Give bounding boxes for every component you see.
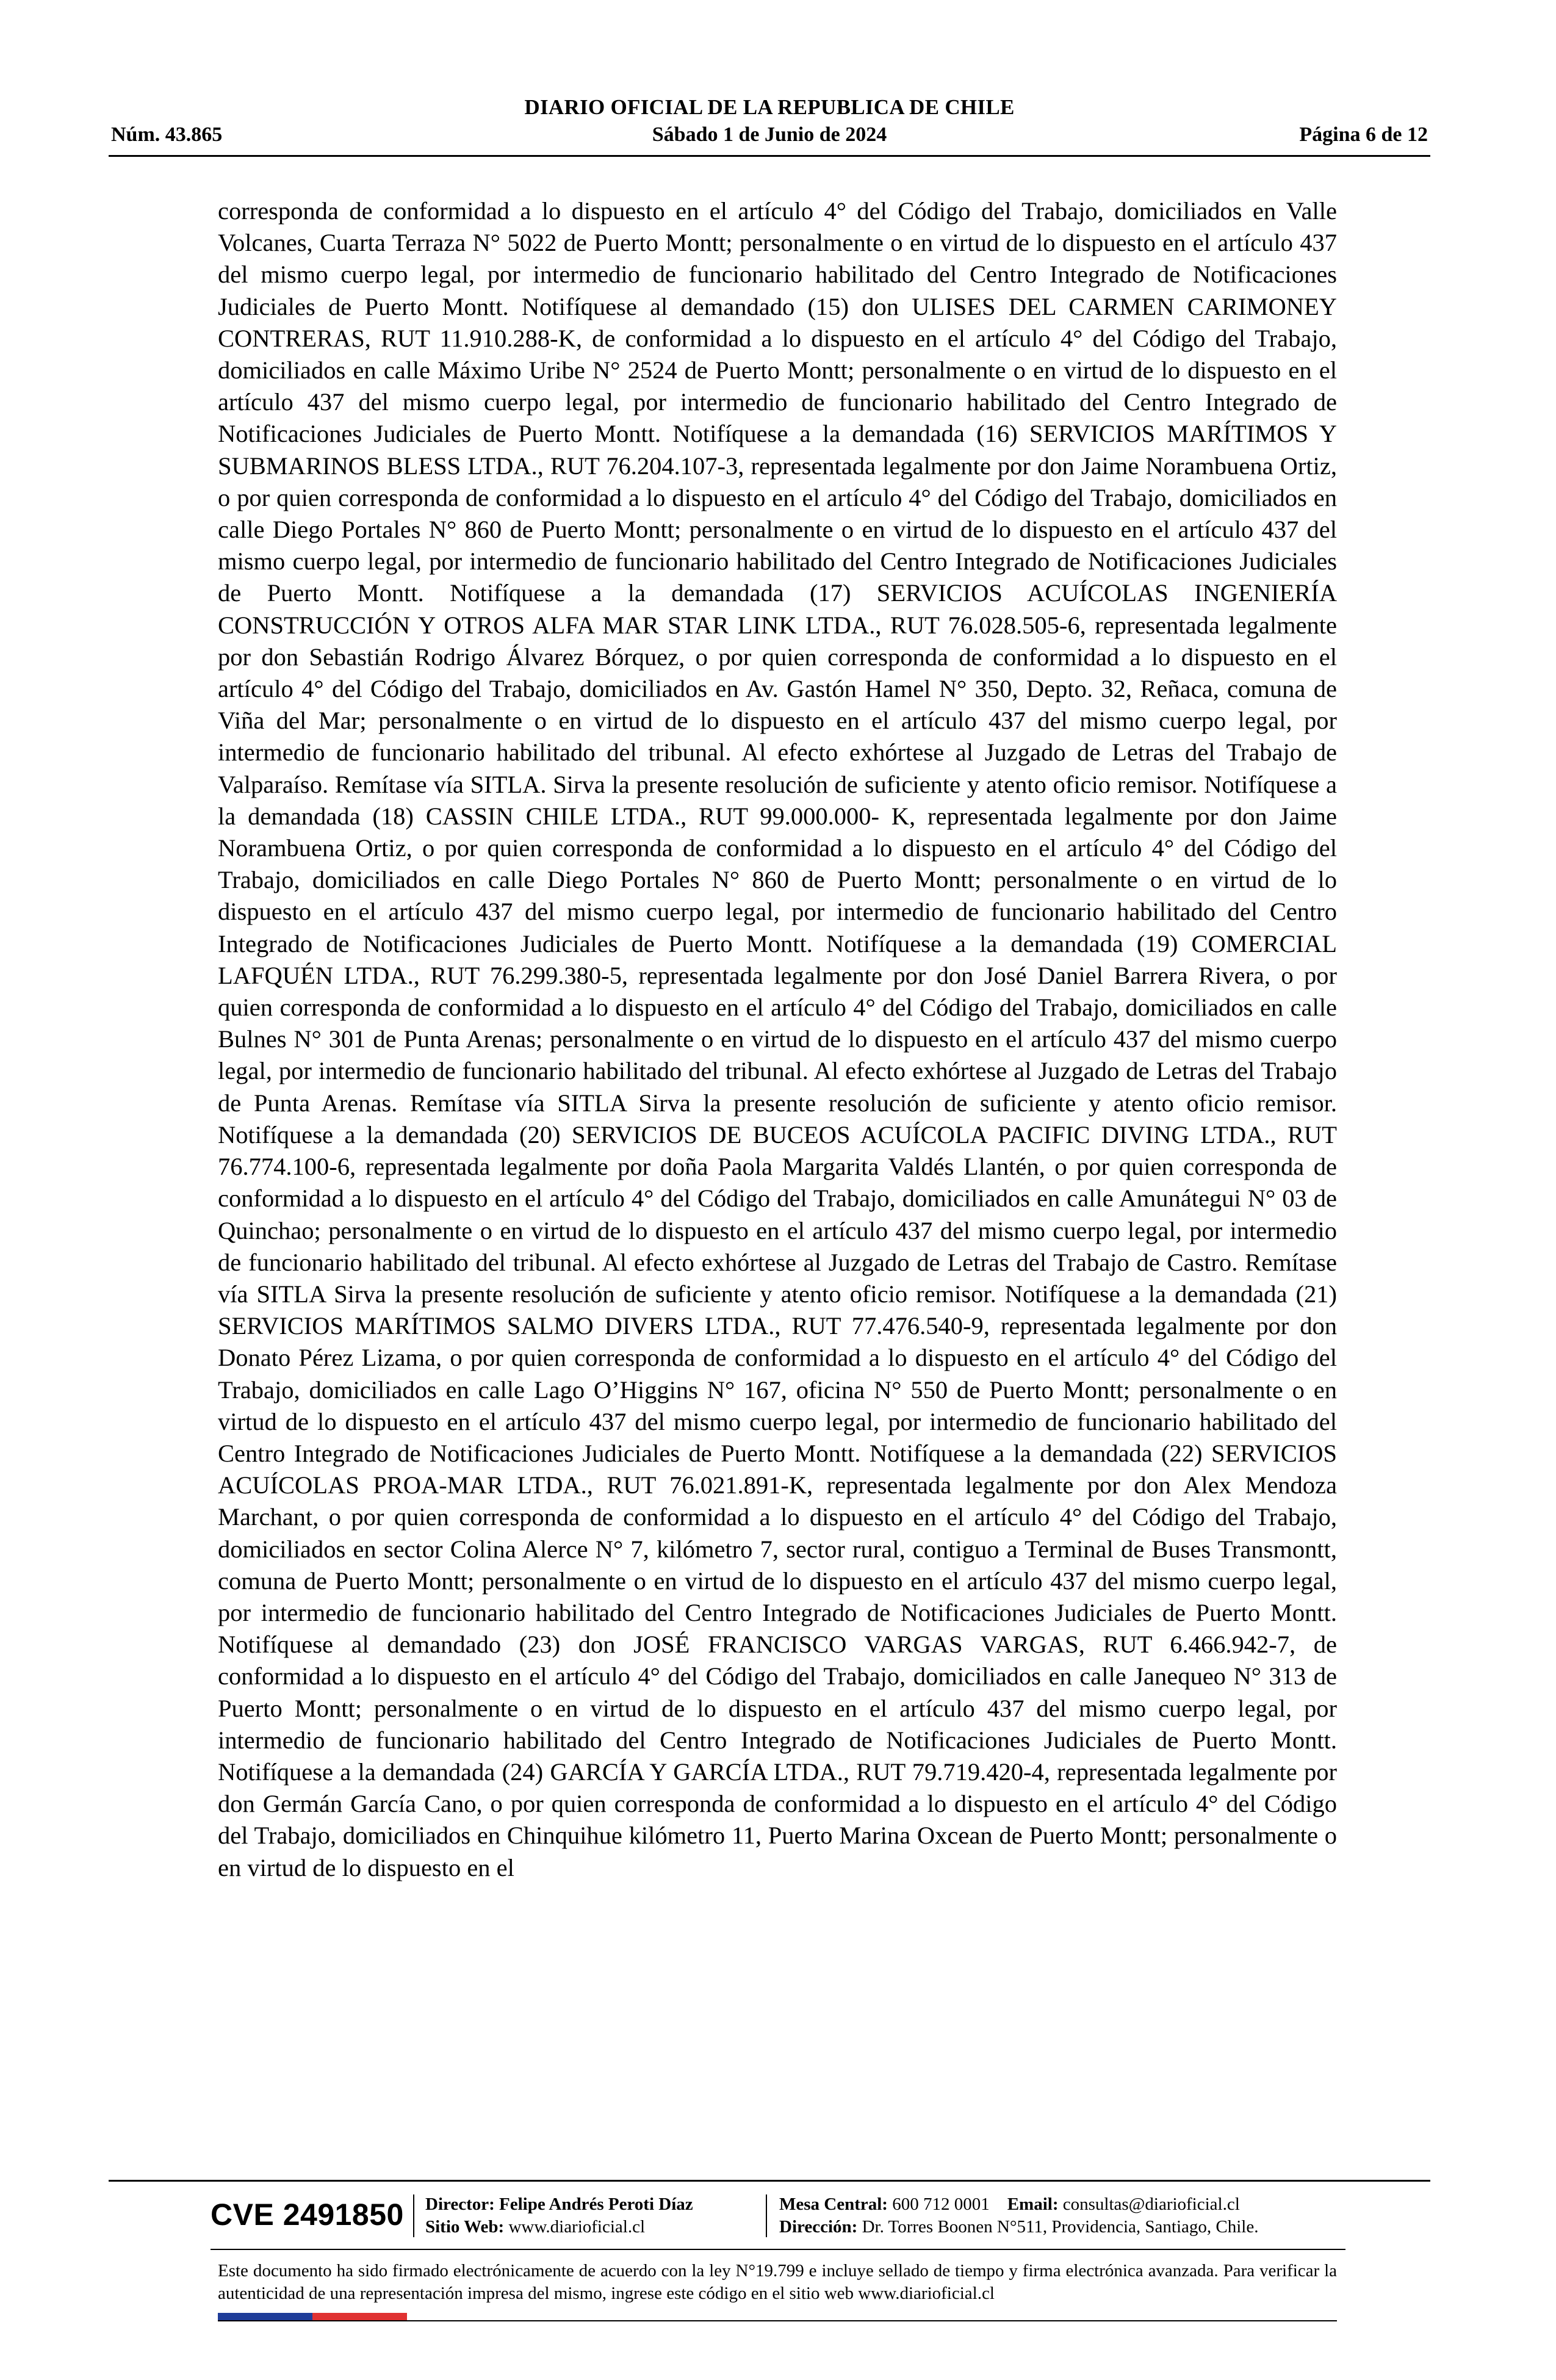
publication-title: DIARIO OFICIAL DE LA REPUBLICA DE CHILE [524, 95, 1015, 119]
website-line [425, 2216, 693, 2238]
director-name: Felipe Andrés Peroti Díaz [499, 2194, 693, 2214]
address-value: Dr. Torres Boonen N°511, Providencia, Santiago, Chile. [862, 2217, 1259, 2237]
contact-line [779, 2193, 1258, 2216]
cve-code: CVE 2491850 [211, 2198, 404, 2232]
issue-date: Sábado 1 de Junio de 2024 [652, 123, 887, 146]
footer-divider-middle [211, 2249, 1345, 2250]
address-label: Dirección: [779, 2217, 858, 2237]
footer-info [211, 2191, 1345, 2240]
footer-director-column [425, 2193, 693, 2238]
director-line [425, 2193, 693, 2216]
signature-notice: Este documento ha sido firmado electrónicamente de acuerdo con la ley N°19.799 e incluye sellado de tiempo y firma electrónica avanzada. Para verificar la autenticidad de una representación impresa del mismo, ingrese este código en el sitio web www.diarioficial.cl [218, 2261, 1337, 2303]
footer-separator [766, 2194, 767, 2237]
header-meta-row [109, 123, 1430, 150]
mesa-label: Mesa Central: [779, 2194, 888, 2214]
email-label: Email: [1007, 2194, 1059, 2214]
director-label: Director: [425, 2194, 495, 2214]
email-link[interactable]: consultas@diarioficial.cl [1062, 2194, 1240, 2214]
footer-separator [413, 2194, 414, 2237]
flag-color-bar [218, 2313, 407, 2320]
footer-divider-top [109, 2180, 1430, 2182]
page-number: Página 6 de 12 [1299, 123, 1428, 146]
address-line [779, 2216, 1258, 2238]
header-divider [109, 155, 1430, 157]
color-bar-red [312, 2313, 407, 2320]
page-header [109, 92, 1430, 159]
website-label: Sitio Web: [425, 2217, 505, 2237]
document-body: corresponda de conformidad a lo dispuesto en el artículo 4° del Código del Trabajo, domiciliados en Valle Volcanes, Cuarta Terraza N° 5022 de Puerto Montt; personalmente o en virtud de lo dispuesto en el artículo 437 del mismo cuerpo legal, por intermedio de funcionario habilitado del Centro Integrado de Notificaciones Judiciales de Puerto Montt. Notifíquese al demandado (15) don ULISES DEL CARMEN CARIMONEY CONTRERAS, RUT 11.910.288-K, de conformidad a lo dispuesto en el artículo 4° del Código del Trabajo, domiciliados en calle Máximo Uribe N° 2524 de Puerto Montt; personalmente o en virtud de lo dispuesto en el artículo 437 del mismo cuerpo legal, por intermedio de funcionario habilitado del Centro Integrado de Notificaciones Judiciales de Puerto Montt. Notifíquese a la demandada (16) SERVICIOS MARÍTIMOS Y SUBMARINOS BLESS LTDA., RUT 76.204.107-3, representada legalmente por don Jaime Norambuena Ortiz, o por quien corresponda de conformidad a lo dispuesto en el artículo 4° del Código del Trabajo, domiciliados en calle Diego Portales N° 860 de Puerto Montt; personalmente o en virtud de lo dispuesto en el artículo 437 del mismo cuerpo legal, por intermedio de funcionario habilitado del Centro Integrado de Notificaciones Judiciales de Puerto Montt. Notifíquese a la demandada (17) SERVICIOS ACUÍCOLAS INGENIERÍA CONSTRUCCIÓN Y OTROS ALFA MAR STAR LINK LTDA., RUT 76.028.505-6, representada legalmente por don Sebastián Rodrigo Álvarez Bórquez, o por quien corresponda de conformidad a lo dispuesto en el artículo 4° del Código del Trabajo, domiciliados en Av. Gastón Hamel N° 350, Depto. 32, Reñaca, comuna de Viña del Mar; personalmente o en virtud de lo dispuesto en el artículo 437 del mismo cuerpo legal, por intermedio de funcionario habilitado del tribunal. Al efecto exhórtese al Juzgado de Letras del Trabajo de Valparaíso. Remítase vía SITLA. Sirva la presente resolución de suficiente y atento oficio remisor. Notifíquese a la demandada (18) CASSIN CHILE LTDA., RUT 99.000.000- K, representada legalmente por don Jaime Norambuena Ortiz, o por quien corresponda de conformidad a lo dispuesto en el artículo 4° del Código del Trabajo, domiciliados en calle Diego Portales N° 860 de Puerto Montt; personalmente o en virtud de lo dispuesto en el artículo 437 del mismo cuerpo legal, por intermedio de funcionario habilitado del Centro Integrado de Notificaciones Judiciales de Puerto Montt. Notifíquese a la demandada (19) COMERCIAL LAFQUÉN LTDA., RUT 76.299.380-5, representada legalmente por don José Daniel Barrera Rivera, o por quien corresponda de conformidad a lo dispuesto en el artículo 4° del Código del Trabajo, domiciliados en calle Bulnes N° 301 de Punta Arenas; personalmente o en virtud de lo dispuesto en el artículo 437 del mismo cuerpo legal, por intermedio de funcionario habilitado del tribunal. Al efecto exhórtese al Juzgado de Letras del Trabajo de Punta Arenas. Remítase vía SITLA Sirva la presente resolución de suficiente y atento oficio remisor. Notifíquese a la demandada (20) SERVICIOS DE BUCEOS ACUÍCOLA PACIFIC DIVING LTDA., RUT 76.774.100-6, representada legalmente por doña Paola Margarita Valdés Llantén, o por quien corresponda de conformidad a lo dispuesto en el artículo 4° del Código del Trabajo, domiciliados en calle Amunátegui N° 03 de Quinchao; personalmente o en virtud de lo dispuesto en el artículo 437 del mismo cuerpo legal, por intermedio de funcionario habilitado del tribunal. Al efecto exhórtese al Juzgado de Letras del Trabajo de Castro. Remítase vía SITLA Sirva la presente resolución de suficiente y atento oficio remisor. Notifíquese a la demandada (21) SERVICIOS MARÍTIMOS SALMO DIVERS LTDA., RUT 77.476.540-9, representada legalmente por don Donato Pérez Lizama, o por quien corresponda de conformidad a lo dispuesto en el artículo 4° del Código del Trabajo, domiciliados en calle Lago O’Higgins N° 167, oficina N° 550 de Puerto Montt; personalmente o en virtud de lo dispuesto en el artículo 437 del mismo cuerpo legal, por intermedio de funcionario habilitado del Centro Integrado de Notificaciones Judiciales de Puerto Montt. Notifíquese a la demandada (22) SERVICIOS ACUÍCOLAS PROA-MAR LTDA., RUT 76.021.891-K, representada legalmente por don Alex Mendoza Marchant, o por quien corresponda de conformidad a lo dispuesto en el artículo 4° del Código del Trabajo, domiciliados en sector Colina Alerce N° 7, kilómetro 7, sector rural, contiguo a Terminal de Buses Transmontt, comuna de Puerto Montt; personalmente o en virtud de lo dispuesto en el artículo 437 del mismo cuerpo legal, por intermedio de funcionario habilitado del Centro Integrado de Notificaciones Judiciales de Puerto Montt. Notifíquese al demandado (23) don JOSÉ FRANCISCO VARGAS VARGAS, RUT 6.466.942-7, de conformidad a lo dispuesto en el artículo 4° del Código del Trabajo, domiciliados en calle Janequeo N° 313 de Puerto Montt; personalmente o en virtud de lo dispuesto en el artículo 437 del mismo cuerpo legal, por intermedio de funcionario habilitado del Centro Integrado de Notificaciones Judiciales de Puerto Montt. Notifíquese a la demandada (24) GARCÍA Y GARCÍA LTDA., RUT 79.719.420-4, representada legalmente por don Germán García Cano, o por quien corresponda de conformidad a lo dispuesto en el artículo 4° del Código del Trabajo, domiciliados en Chinquihue kilómetro 11, Puerto Marina Oxcean de Puerto Montt; personalmente o en virtud de lo dispuesto en el [218, 197, 1337, 1881]
website-link[interactable]: www.diarioficial.cl [508, 2217, 646, 2237]
footer-contact-column [779, 2193, 1258, 2238]
mesa-phone: 600 712 0001 [892, 2194, 990, 2214]
footer-divider-bottom [218, 2320, 1337, 2321]
color-bar-blue [218, 2313, 312, 2320]
issue-number: Núm. 43.865 [111, 123, 223, 146]
